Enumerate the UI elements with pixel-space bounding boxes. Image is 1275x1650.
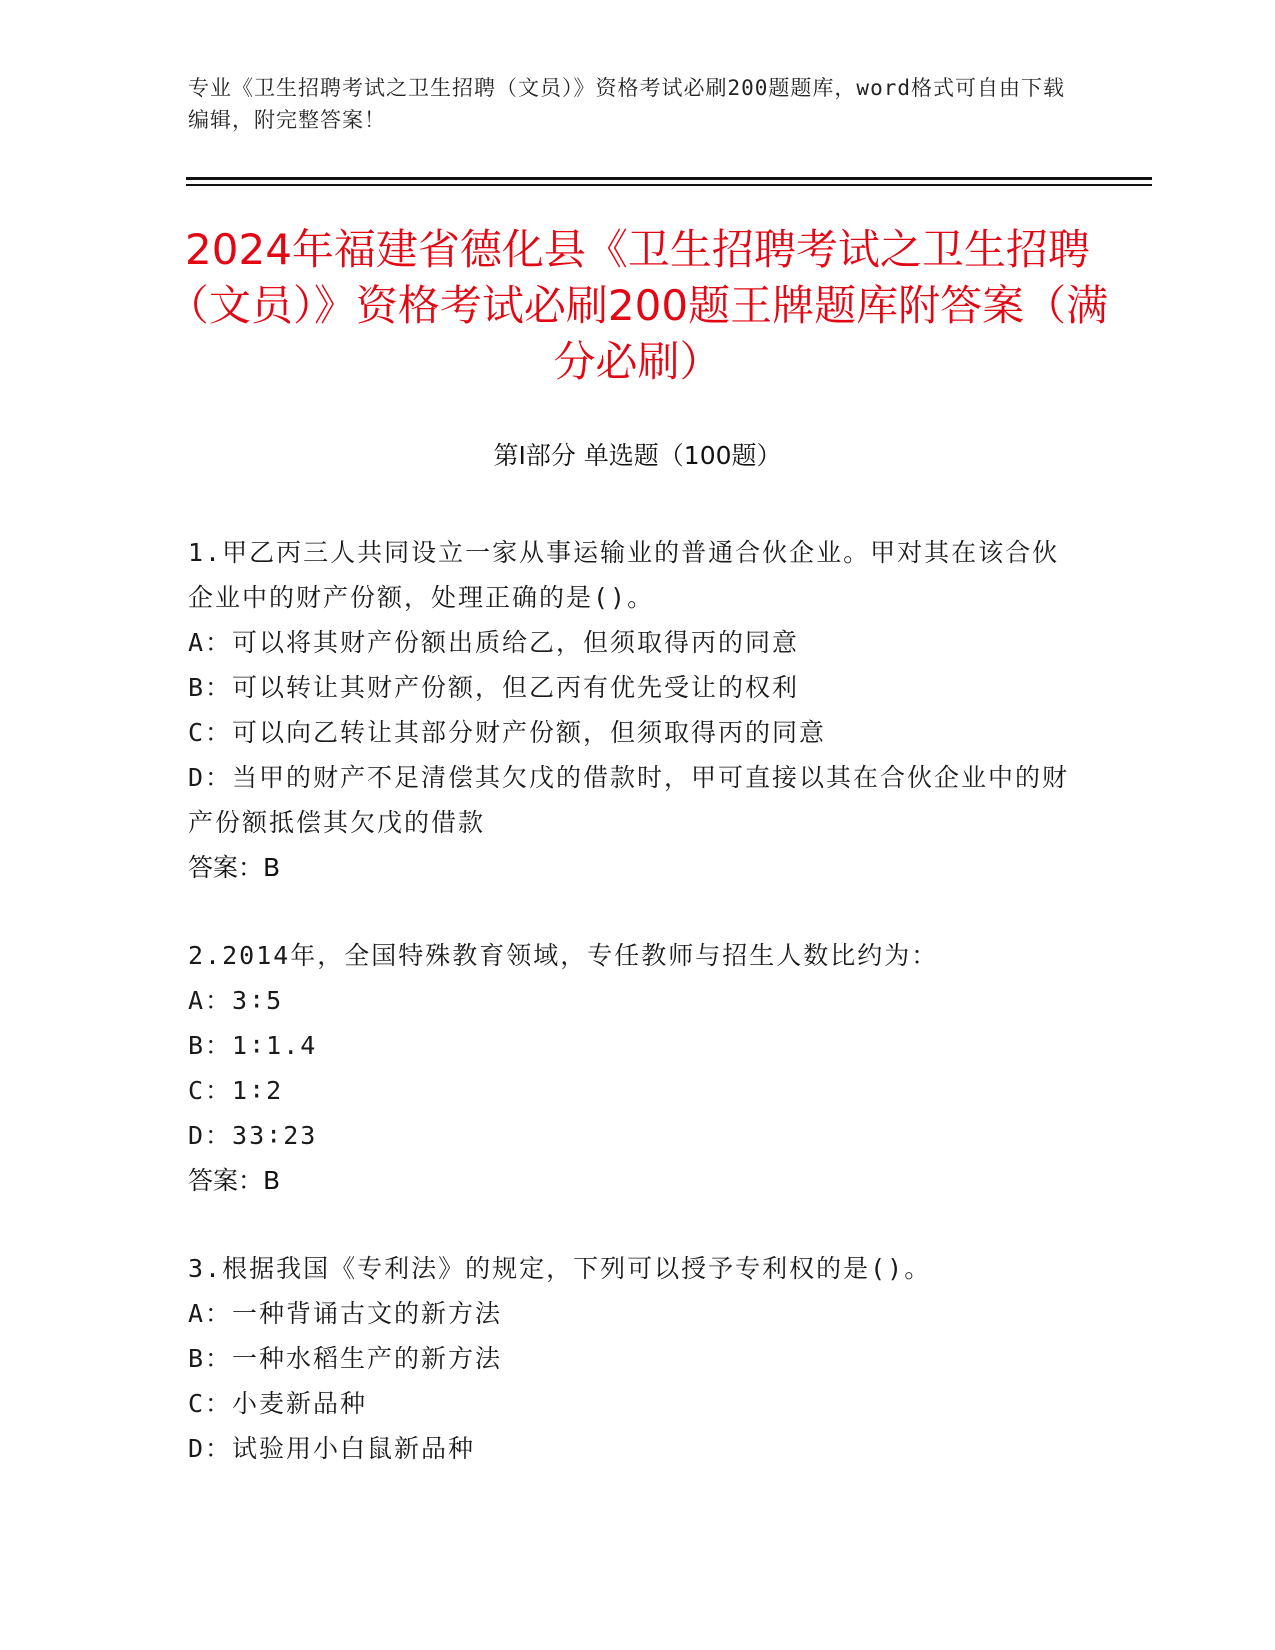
option-d: D：试验用小白鼠新品种 xyxy=(188,1434,476,1463)
option-d: D：当甲的财产不足清偿其欠戊的借款时，甲可直接以其在合伙企业中的财产份额抵偿其欠戊的借款 xyxy=(188,763,1070,837)
option-d: D：33∶23 xyxy=(188,1121,318,1150)
option-b: B：1∶1.4 xyxy=(188,1031,318,1060)
option-a: A：3∶5 xyxy=(188,986,284,1015)
option-c: C：可以向乙转让其部分财产份额，但须取得丙的同意 xyxy=(188,718,827,747)
option-b: B：一种水稻生产的新方法 xyxy=(188,1344,503,1373)
header-divider-thin xyxy=(186,184,1152,186)
option-a: A：可以将其财产份额出质给乙，但须取得丙的同意 xyxy=(188,628,800,657)
section-title: 第I部分 单选题（100题） xyxy=(493,441,782,470)
answer: 答案：B xyxy=(188,1166,281,1195)
question-2 xyxy=(188,933,1078,1203)
question-stem: 2.2014年，全国特殊教育领域，专任教师与招生人数比约为： xyxy=(188,941,939,970)
document-title: 2024年福建省德化县《卫生招聘考试之卫生招聘（文员）》资格考试必刷200题王牌题库附答案（满分必刷） xyxy=(166,225,1109,386)
question-1 xyxy=(188,530,1078,890)
question-list xyxy=(188,530,1078,1514)
option-c: C：1∶2 xyxy=(188,1076,284,1105)
option-a: A：一种背诵古文的新方法 xyxy=(188,1299,503,1328)
question-stem: 1.甲乙丙三人共同设立一家从事运输业的普通合伙企业。甲对其在该合伙企业中的财产份额，处理正确的是()。 xyxy=(188,538,1060,612)
question-3 xyxy=(188,1246,1078,1471)
answer: 答案：B xyxy=(188,853,281,882)
option-b: B：可以转让其财产份额，但乙丙有优先受让的权利 xyxy=(188,673,800,702)
header-note: 专业《卫生招聘考试之卫生招聘（文员）》资格考试必刷200题题库，word格式可自由下载编辑，附完整答案！ xyxy=(188,76,1065,132)
question-stem: 3.根据我国《专利法》的规定，下列可以授予专利权的是()。 xyxy=(188,1254,932,1283)
header-divider-thick xyxy=(186,177,1152,180)
option-c: C：小麦新品种 xyxy=(188,1389,368,1418)
